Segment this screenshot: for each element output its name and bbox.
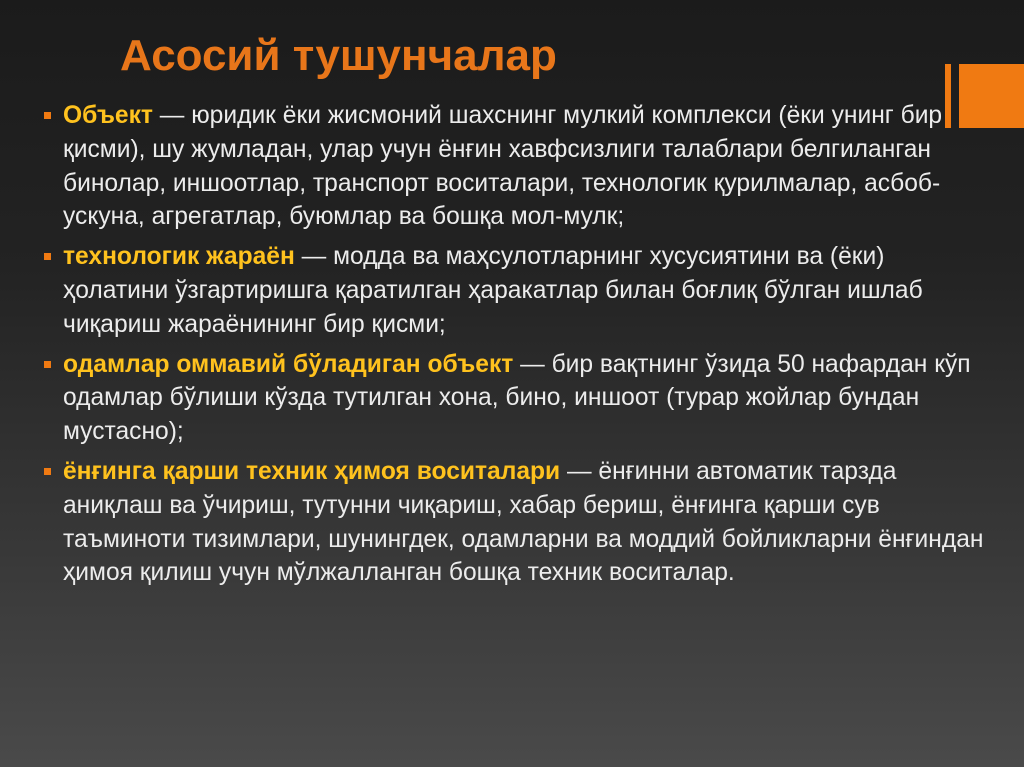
bullet-square-icon xyxy=(44,468,51,475)
term: одамлар оммавий бўладиган объект xyxy=(63,350,514,378)
slide-title: Асосий тушунчалар xyxy=(120,31,557,80)
list-item xyxy=(44,348,984,449)
list-item xyxy=(44,99,984,234)
term: ёнғинга қарши техник ҳимоя воситалари xyxy=(63,457,561,485)
term: технологик жараён xyxy=(63,243,295,271)
definition: — бир вақтнинг ўзида 50 нафардан кўп одамлар бўлиши кўзда тутилган хона, бино, иншоот (турар жойлар бундан мустасно); xyxy=(63,350,971,446)
bullet-square-icon xyxy=(44,253,51,260)
definition: — модда ва маҳсулотларнинг хусусиятини ва (ёки) ҳолатини ўзгартиришга қаратилган ҳаракатлар билан боғлиқ бўлган ишлаб чиқариш жараёнининг бир қисми; xyxy=(63,243,923,338)
term: Объект xyxy=(63,102,153,129)
list-item xyxy=(44,455,984,590)
definition: — ёнғинни автоматик тарзда аниқлаш ва ўчириш, тутунни чиқариш, хабар бериш, ёнғинга қарши сув таъминоти тизимлари, шунингдек, одамларни ва моддий бойликларни ёнғиндан ҳимоя қилиш учун мўлжалланган бошқа техник воситалар. xyxy=(63,457,984,587)
definition: — юридик ёки жисмоний шахснинг мулкий комплекси (ёки унинг бир қисми), шу жумладан, улар учун ёнғин хавфсизлиги талаблари белгиланган бинолар, иншоотлар, транспорт воситалари, технологик қурилмалар, асбоб-ускуна, агрегатлар, буюмлар ва бошқа мол-мулк; xyxy=(63,102,943,231)
list-item xyxy=(44,240,984,341)
definitions-list xyxy=(44,99,984,596)
bullet-square-icon xyxy=(44,112,51,119)
bullet-square-icon xyxy=(44,361,51,368)
